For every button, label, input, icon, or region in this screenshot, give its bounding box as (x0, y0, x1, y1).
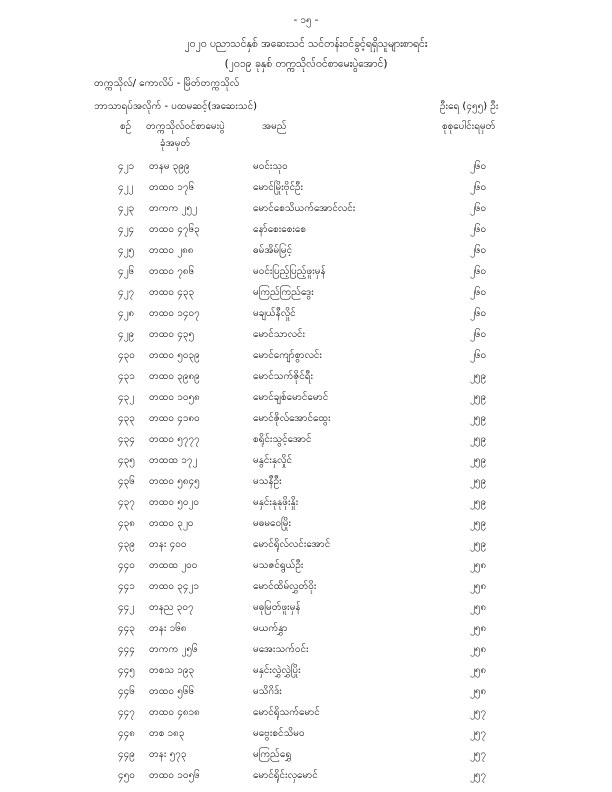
column-header-seat: တက္ကသိုလ်ဝင်စာမေးပွဲ (146, 121, 225, 132)
total-marks: ၂၅၇ (470, 770, 487, 781)
student-name: မောင်ရိုလ်လင်းအောင် (253, 539, 331, 550)
table-row (0, 684, 612, 705)
student-name: မချယ်နီလှိုင် (253, 308, 296, 319)
total-marks: ၂၅၉ (470, 455, 487, 466)
row-number: ၄၃၃ (118, 413, 135, 424)
subject-heading: ဘာသာရပ်အလိုက် - ပထမဆင့်(အဆေးသင်) (94, 101, 258, 112)
table-row (0, 390, 612, 411)
student-name: မောင်စေသိယက်အောင်လင်း (253, 203, 356, 214)
seat-number: တထ၀ ၅၇၇၇ (149, 434, 200, 445)
total-marks: ၂၅၉ (470, 434, 487, 445)
seat-number: တစသ ၁၉၃ (149, 665, 195, 676)
seat-number: တနး ၁၆၈ (149, 623, 187, 634)
student-name: မောင်မြိုးဗိုင်ဦး (253, 182, 304, 193)
total-marks: ၂၅၈ (470, 644, 487, 655)
total-marks: ၂၆၀ (470, 203, 487, 214)
table-row (0, 348, 612, 369)
row-number: ၄၂၉ (118, 329, 135, 340)
student-name: နော်စေးစေးစေ (253, 224, 306, 235)
seat-number: တထ၀ ၁၇၆ (149, 182, 195, 193)
student-name: မသနီဦး (253, 476, 282, 487)
table-row (0, 432, 612, 453)
student-name: မသိဂိဒ်း (253, 686, 282, 697)
table-row (0, 327, 612, 348)
table-row (0, 474, 612, 495)
total-marks: ၂၅၇ (470, 707, 487, 718)
student-name: မကြည်ကြည်ဒွေး (253, 287, 314, 298)
table-row (0, 747, 612, 768)
student-name: မဓမဝေမြိုး (253, 518, 292, 529)
total-count: ဦးရေ (၄၅၅) ဦး (440, 101, 499, 112)
total-marks: ၂၅၇ (470, 728, 487, 739)
total-marks: ၂၆၀ (470, 245, 487, 256)
table-row (0, 159, 612, 180)
seat-number: တထ၀ ၂၈၈ (149, 245, 194, 256)
total-marks: ၂၅၈ (470, 602, 487, 613)
row-number: ၄၃၂ (118, 392, 135, 403)
table-row (0, 600, 612, 621)
student-name: မောင်ရိုသက်မောင် (253, 707, 320, 718)
row-number: ၄၂၈ (118, 308, 135, 319)
row-number: ၄၄၉ (118, 749, 135, 760)
table-row (0, 642, 612, 663)
table-row (0, 495, 612, 516)
total-marks: ၂၆၀ (470, 224, 487, 235)
table-row (0, 222, 612, 243)
seat-number: တထထ ၁၇၂ (149, 455, 198, 466)
total-marks: ၂၅၈ (470, 686, 487, 697)
table-row (0, 285, 612, 306)
student-name: မဗွေးစင်သိမ၀ (253, 728, 305, 739)
row-number: ၄၄၂ (118, 602, 135, 613)
student-name: မောင်သာလင်း (253, 329, 306, 340)
seat-number: တထ၀ ၇၈၆ (149, 266, 195, 277)
total-marks: ၂၅၈ (470, 581, 487, 592)
table-row (0, 705, 612, 726)
seat-number: တထ၀ ၁၀၅၈ (149, 392, 200, 403)
row-number: ၄၅၀ (118, 770, 135, 781)
table-row (0, 516, 612, 537)
seat-number: တထ၀ ၅၈၄၅ (149, 476, 200, 487)
row-number: ၄၄၁ (118, 581, 135, 592)
seat-number: တထ၀ ၄၃၅ (149, 329, 195, 340)
seat-number: တထ၀ ၅၆၆ (149, 686, 195, 697)
total-marks: ၂၅၈ (470, 560, 487, 571)
column-header-name: အမည် (262, 121, 287, 132)
student-name: မောင်ထိမ်လွှတ်ဝိုး (253, 581, 317, 592)
student-name: မကြည်ရွှေ (253, 749, 292, 760)
row-number: ၄၂၄ (118, 224, 135, 235)
student-name: ဓမ်အိမ်မြင့် (253, 245, 293, 256)
row-number: ၄၃၀ (118, 350, 135, 361)
seat-number: တနမ ၃၉၉ (149, 161, 190, 172)
row-number: ၄၃၁ (118, 371, 135, 382)
total-marks: ၂၅၉ (470, 497, 487, 508)
seat-number: တထ၀ ၄၈၁၈ (149, 707, 200, 718)
row-number: ၄၃၉ (118, 539, 135, 550)
seat-number: တထထ ၂၀၀ (149, 560, 198, 571)
total-marks: ၂၅၉ (470, 371, 487, 382)
student-name: မောင်ကျော်စွာလင်း (253, 350, 322, 361)
table-row (0, 768, 612, 789)
document-title: ၂၀၂၀ ပညာသင်နှစ် အဆေးသင် သင်တန်းဝင်ခွင့်ရရှိသူများစာရင်း (184, 38, 428, 50)
university-line: တက္ကသိုလ်/ ကောလိပ် - မြိတ်တက္ကသိုလ် (94, 78, 240, 89)
row-number: ၄၃၈ (118, 518, 135, 529)
row-number: ၄၄၇ (118, 707, 135, 718)
total-marks: ၂၅၉ (470, 392, 487, 403)
document-subtitle: (၂၀၁၉ ခုနှစ် တက္ကသိုလ်ဝင်စာမေးပွဲအောင်) (224, 58, 388, 70)
row-number: ၄၄၆ (118, 686, 135, 697)
column-header-no: စဉ် (120, 121, 132, 132)
total-marks: ၂၆၀ (470, 287, 487, 298)
seat-number: တထ၀ ၁၀၅၆ (149, 770, 200, 781)
table-row (0, 726, 612, 747)
seat-number: တထ၀ ၅၀၂၀ (149, 497, 199, 508)
total-marks: ၂၅၉ (470, 476, 487, 487)
row-number: ၄၂၂ (118, 182, 134, 193)
row-number: ၄၄၈ (118, 728, 135, 739)
student-name: မအေးသက်ဝင်း (253, 644, 309, 655)
table-row (0, 579, 612, 600)
seat-number: တထ၀ ၃၂၀ (149, 518, 194, 529)
total-marks: ၂၅၈ (470, 623, 487, 634)
row-number: ၄၄၀ (118, 560, 135, 571)
row-number: ၄၂၇ (118, 287, 135, 298)
row-number: ၄၃၇ (118, 497, 135, 508)
seat-number: တထ၀ ၃၄၂၁ (149, 581, 199, 592)
student-name: မဝင်းသု၀ (253, 161, 288, 172)
row-number: ၄၂၁ (118, 161, 135, 172)
student-name: မောင်ချစ်မောင်မောင် (253, 392, 329, 403)
row-number: ၄၃၅ (118, 455, 135, 466)
total-marks: ၂၆၀ (470, 329, 487, 340)
page-number: - ၁၅ - (293, 15, 319, 26)
seat-number: တထ၀ ၄၃၃ (149, 287, 195, 298)
table-row (0, 243, 612, 264)
row-number: ၄၃၆ (118, 476, 135, 487)
student-name: စရိုင်းသွင့်အောင် (253, 434, 312, 445)
table-row (0, 180, 612, 201)
seat-number: တထ၀ ၃၉၈၉ (149, 371, 200, 382)
student-name: မယက်နွှာ (253, 623, 288, 634)
table-row (0, 369, 612, 390)
seat-number: တထ၀ ၅၀၃၉ (149, 350, 200, 361)
student-name: မနှင်းနုနုဖိုးနှိုး (253, 497, 299, 508)
table-row (0, 537, 612, 558)
row-number: ၄၄၃ (118, 623, 135, 634)
row-number: ၄၃၄ (118, 434, 135, 445)
row-number: ၄၂၃ (118, 203, 135, 214)
student-table (0, 159, 612, 789)
total-marks: ၂၅၉ (470, 518, 487, 529)
student-name: မဝင်းပြည့်ပြည့်ဖူးမှန် (253, 266, 326, 277)
total-marks: ၂၅၉ (470, 539, 487, 550)
seat-number: တထ၀ ၁၄၀၇ (149, 308, 200, 319)
row-number: ၄၄၅ (118, 665, 135, 676)
seat-number: တထ၀ ၄၁၈၀ (149, 413, 200, 424)
student-name: မနှင်းလွှဲလွှဲပြိုး (253, 665, 301, 676)
column-header-marks: စုစုပေါင်းရမှတ် (442, 121, 496, 132)
total-marks: ၂၅၈ (470, 665, 487, 676)
total-marks: ၂၆၀ (470, 308, 487, 319)
table-row (0, 201, 612, 222)
total-marks: ၂၅၇ (470, 749, 487, 760)
table-row (0, 453, 612, 474)
seat-number: တနည ၃၀၇ (149, 602, 194, 613)
row-number: ၄၂၅ (118, 245, 135, 256)
total-marks: ၂၆၀ (470, 350, 487, 361)
table-row (0, 411, 612, 432)
student-name: မသဇင်ရွယ်ဦး (253, 560, 304, 571)
row-number: ၄၂၆ (118, 266, 135, 277)
table-row (0, 663, 612, 684)
column-header-seat-sub: ခုံအမှတ် (160, 138, 191, 149)
seat-number: တစ ၁၈၃ (149, 728, 185, 739)
seat-number: တကက ၂၅၂ (149, 203, 197, 214)
student-name: မနွင်းနှလှိုင် (253, 455, 293, 466)
seat-number: တထ၀ ၄၇၆၃ (149, 224, 200, 235)
total-marks: ၂၆၀ (470, 182, 487, 193)
student-name: မောင်သက်ဇိုင်ရီး (253, 371, 314, 382)
total-marks: ၂၆၀ (470, 161, 487, 172)
student-name: မောင်ရိုင်းလှမောင် (253, 770, 318, 781)
table-row (0, 621, 612, 642)
student-name: မောင်ဇိုလ်အောင်ထွေး (253, 413, 331, 424)
table-row (0, 306, 612, 327)
table-row (0, 264, 612, 285)
seat-number: တနး ၅၇၃ (149, 749, 187, 760)
row-number: ၄၄၄ (118, 644, 135, 655)
table-row (0, 558, 612, 579)
student-name: မဓုမြတ်ဖူးမှန် (253, 602, 301, 613)
seat-number: တကက ၂၅၆ (149, 644, 198, 655)
total-marks: ၂၆၀ (470, 266, 487, 277)
total-marks: ၂၅၉ (470, 413, 487, 424)
seat-number: တနး ၄၀၀ (149, 539, 187, 550)
